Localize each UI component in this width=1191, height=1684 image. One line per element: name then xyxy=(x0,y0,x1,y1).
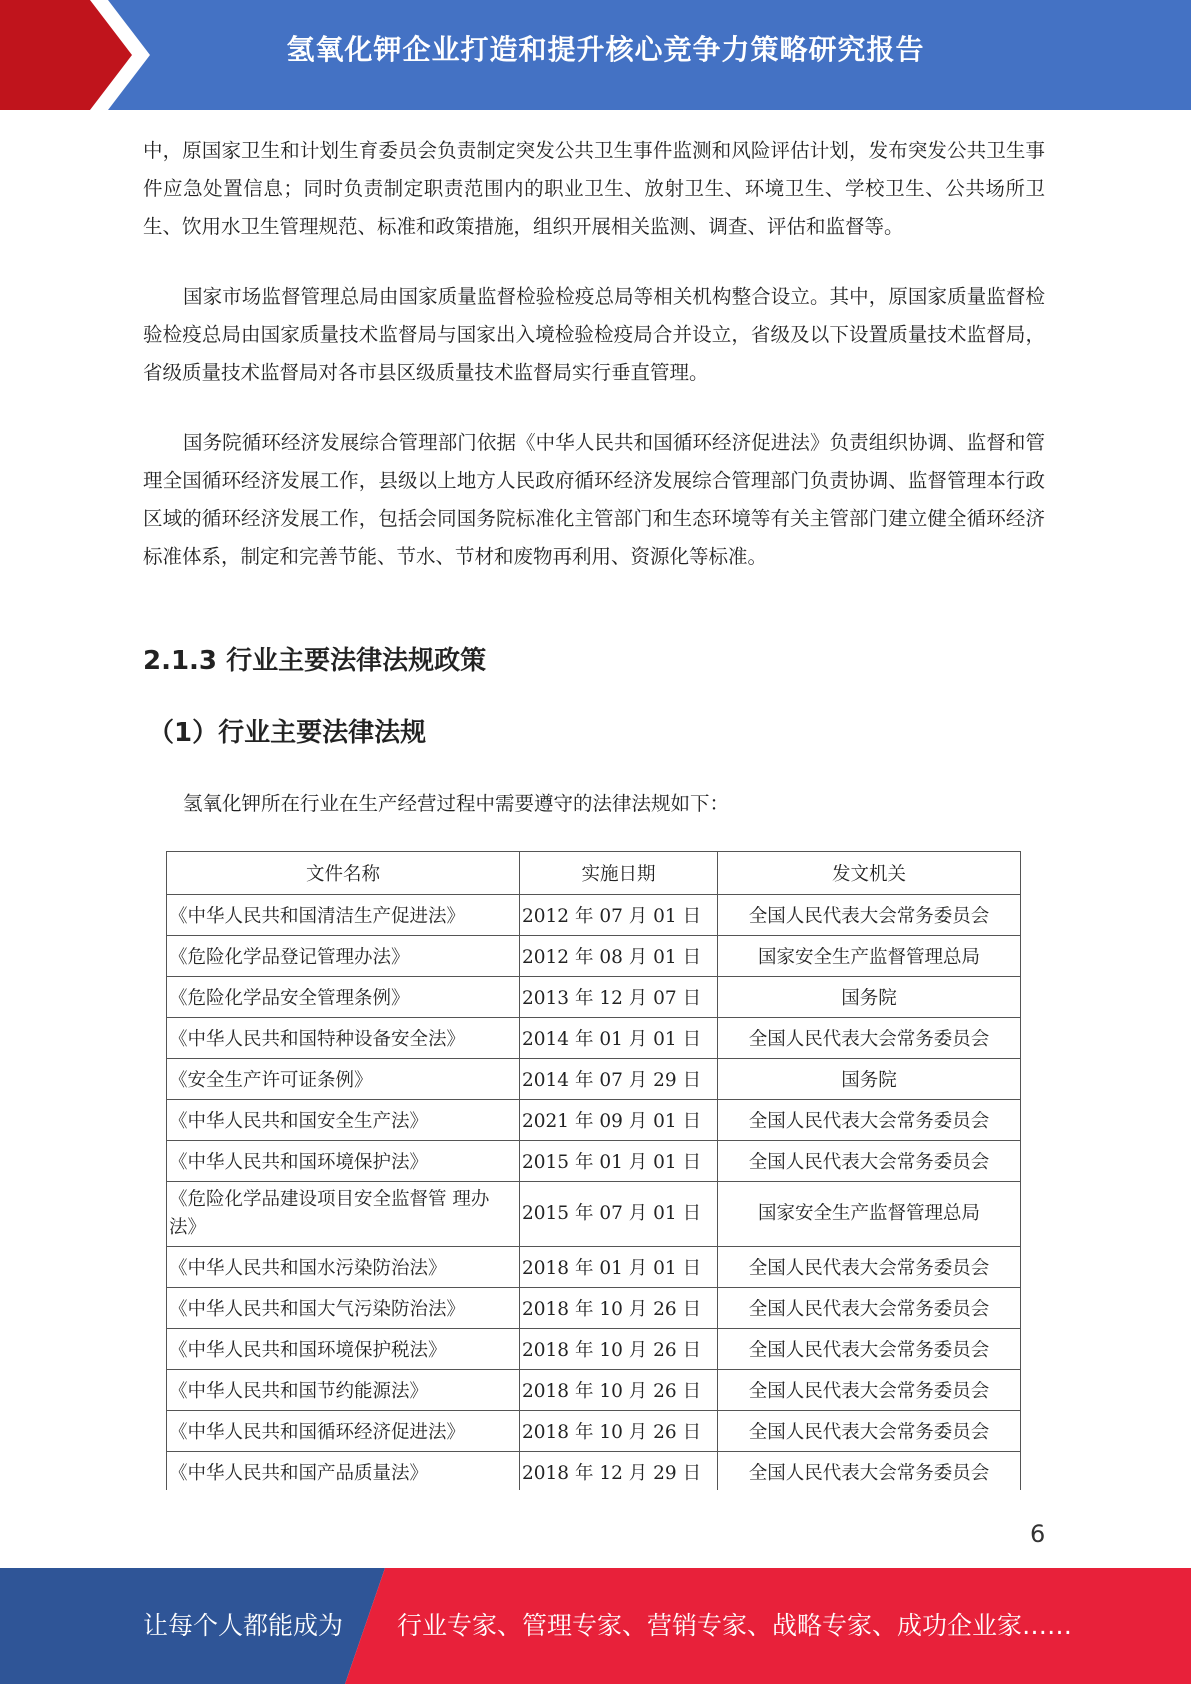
paragraph-3: 国务院循环经济发展综合管理部门依据《中华人民共和国循环经济促进法》负责组织协调、监督和管理全国循环经济发展工作，县级以上地方人民政府循环经济发展综合管理部门负责协调、监督管理本行政区域的循环经济发展工作，包括会同国务院标准化主管部门和生态环境等有关主管部门建立健全循环经济标准体系，制定和完善节能、节水、节材和废物再利用、资源化等标准。 xyxy=(143,431,1045,568)
effective-date: 2018 年 10 月 26 日 xyxy=(520,1370,718,1411)
document-name: 《中华人民共和国水污染防治法》 xyxy=(167,1247,520,1288)
document-name: 《危险化学品安全管理条例》 xyxy=(167,977,520,1018)
header-issuing-authority: 发文机关 xyxy=(718,852,1021,895)
paragraph-2: 国家市场监督管理总局由国家质量监督检验检疫总局等相关机构整合设立。其中，原国家质量监督检验检疫总局由国家质量技术监督局与国家出入境检验检疫局合并设立，省级及以下设置质量技术监督局，省级质量技术监督局对各市县区级质量技术监督局实行垂直管理。 xyxy=(143,285,1045,384)
document-name: 《中华人民共和国特种设备安全法》 xyxy=(167,1018,520,1059)
effective-date: 2018 年 10 月 26 日 xyxy=(520,1411,718,1452)
issuing-authority: 全国人民代表大会常务委员会 xyxy=(718,1018,1021,1059)
footer-slogan-left: 让每个人都能成为 xyxy=(143,1611,344,1640)
issuing-authority: 全国人民代表大会常务委员会 xyxy=(718,1329,1021,1370)
issuing-authority: 国家安全生产监督管理总局 xyxy=(718,936,1021,977)
table-row xyxy=(167,1288,1021,1329)
effective-date: 2018 年 12 月 29 日 xyxy=(520,1452,718,1493)
table-row xyxy=(167,1411,1021,1452)
table-header-row xyxy=(167,852,1021,895)
issuing-authority: 全国人民代表大会常务委员会 xyxy=(718,1288,1021,1329)
table-continuation-edge xyxy=(160,1490,1030,1500)
effective-date: 2018 年 10 月 26 日 xyxy=(520,1329,718,1370)
document-name: 《中华人民共和国循环经济促进法》 xyxy=(167,1411,520,1452)
document-name: 《中华人民共和国大气污染防治法》 xyxy=(167,1288,520,1329)
document-name: 《中华人民共和国环境保护法》 xyxy=(167,1141,520,1182)
page-number: 6 xyxy=(1030,1520,1046,1548)
table-row xyxy=(167,977,1021,1018)
footer-slogan-right: 行业专家、管理专家、营销专家、战略专家、成功企业家…… xyxy=(397,1611,1073,1640)
page-footer xyxy=(0,1568,1191,1684)
document-name: 《中华人民共和国清洁生产促进法》 xyxy=(167,895,520,936)
header-effective-date: 实施日期 xyxy=(520,852,718,895)
table-row xyxy=(167,1452,1021,1493)
section-heading: 2.1.3 行业主要法律法规政策 xyxy=(143,646,487,676)
table-intro: 氢氧化钾所在行业在生产经营过程中需要遵守的法律法规如下： xyxy=(183,792,730,815)
effective-date: 2015 年 07 月 01 日 xyxy=(520,1182,718,1247)
effective-date: 2014 年 01 月 01 日 xyxy=(520,1018,718,1059)
table-row xyxy=(167,1370,1021,1411)
issuing-authority: 国务院 xyxy=(718,1059,1021,1100)
effective-date: 2012 年 07 月 01 日 xyxy=(520,895,718,936)
issuing-authority: 全国人民代表大会常务委员会 xyxy=(718,1141,1021,1182)
document-name: 《安全生产许可证条例》 xyxy=(167,1059,520,1100)
document-name: 《中华人民共和国环境保护税法》 xyxy=(167,1329,520,1370)
effective-date: 2018 年 10 月 26 日 xyxy=(520,1288,718,1329)
subsection-heading: （1）行业主要法律法规 xyxy=(148,718,427,748)
effective-date: 2018 年 01 月 01 日 xyxy=(520,1247,718,1288)
issuing-authority: 全国人民代表大会常务委员会 xyxy=(718,895,1021,936)
header-document-name: 文件名称 xyxy=(167,852,520,895)
document-name: 《中华人民共和国安全生产法》 xyxy=(167,1100,520,1141)
document-name: 《危险化学品建设项目安全监督管 理办法》 xyxy=(167,1182,520,1247)
body-text xyxy=(143,132,1045,608)
effective-date: 2013 年 12 月 07 日 xyxy=(520,977,718,1018)
document-name: 《中华人民共和国节约能源法》 xyxy=(167,1370,520,1411)
effective-date: 2012 年 08 月 01 日 xyxy=(520,936,718,977)
effective-date: 2015 年 01 月 01 日 xyxy=(520,1141,718,1182)
issuing-authority: 全国人民代表大会常务委员会 xyxy=(718,1411,1021,1452)
table-row xyxy=(167,1141,1021,1182)
effective-date: 2021 年 09 月 01 日 xyxy=(520,1100,718,1141)
paragraph-1: 中，原国家卫生和计划生育委员会负责制定突发公共卫生事件监测和风险评估计划，发布突发公共卫生事件应急处置信息；同时负责制定职责范围内的职业卫生、放射卫生、环境卫生、学校卫生、公共场所卫生、饮用水卫生管理规范、标准和政策措施，组织开展相关监测、调查、评估和监督等。 xyxy=(143,139,1045,238)
document-name: 《中华人民共和国产品质量法》 xyxy=(167,1452,520,1493)
table-row xyxy=(167,1059,1021,1100)
issuing-authority: 全国人民代表大会常务委员会 xyxy=(718,1452,1021,1493)
report-title: 氢氧化钾企业打造和提升核心竞争力策略研究报告 xyxy=(286,33,925,66)
table-row xyxy=(167,1247,1021,1288)
issuing-authority: 全国人民代表大会常务委员会 xyxy=(718,1370,1021,1411)
issuing-authority: 全国人民代表大会常务委员会 xyxy=(718,1247,1021,1288)
table-row xyxy=(167,1329,1021,1370)
table-row xyxy=(167,1182,1021,1247)
issuing-authority: 全国人民代表大会常务委员会 xyxy=(718,1100,1021,1141)
issuing-authority: 国务院 xyxy=(718,977,1021,1018)
table-row xyxy=(167,936,1021,977)
table-row xyxy=(167,895,1021,936)
page-header xyxy=(0,0,1191,110)
laws-table xyxy=(166,851,1021,1493)
table-row xyxy=(167,1018,1021,1059)
table-row xyxy=(167,1100,1021,1141)
effective-date: 2014 年 07 月 29 日 xyxy=(520,1059,718,1100)
document-name: 《危险化学品登记管理办法》 xyxy=(167,936,520,977)
issuing-authority: 国家安全生产监督管理总局 xyxy=(718,1182,1021,1247)
